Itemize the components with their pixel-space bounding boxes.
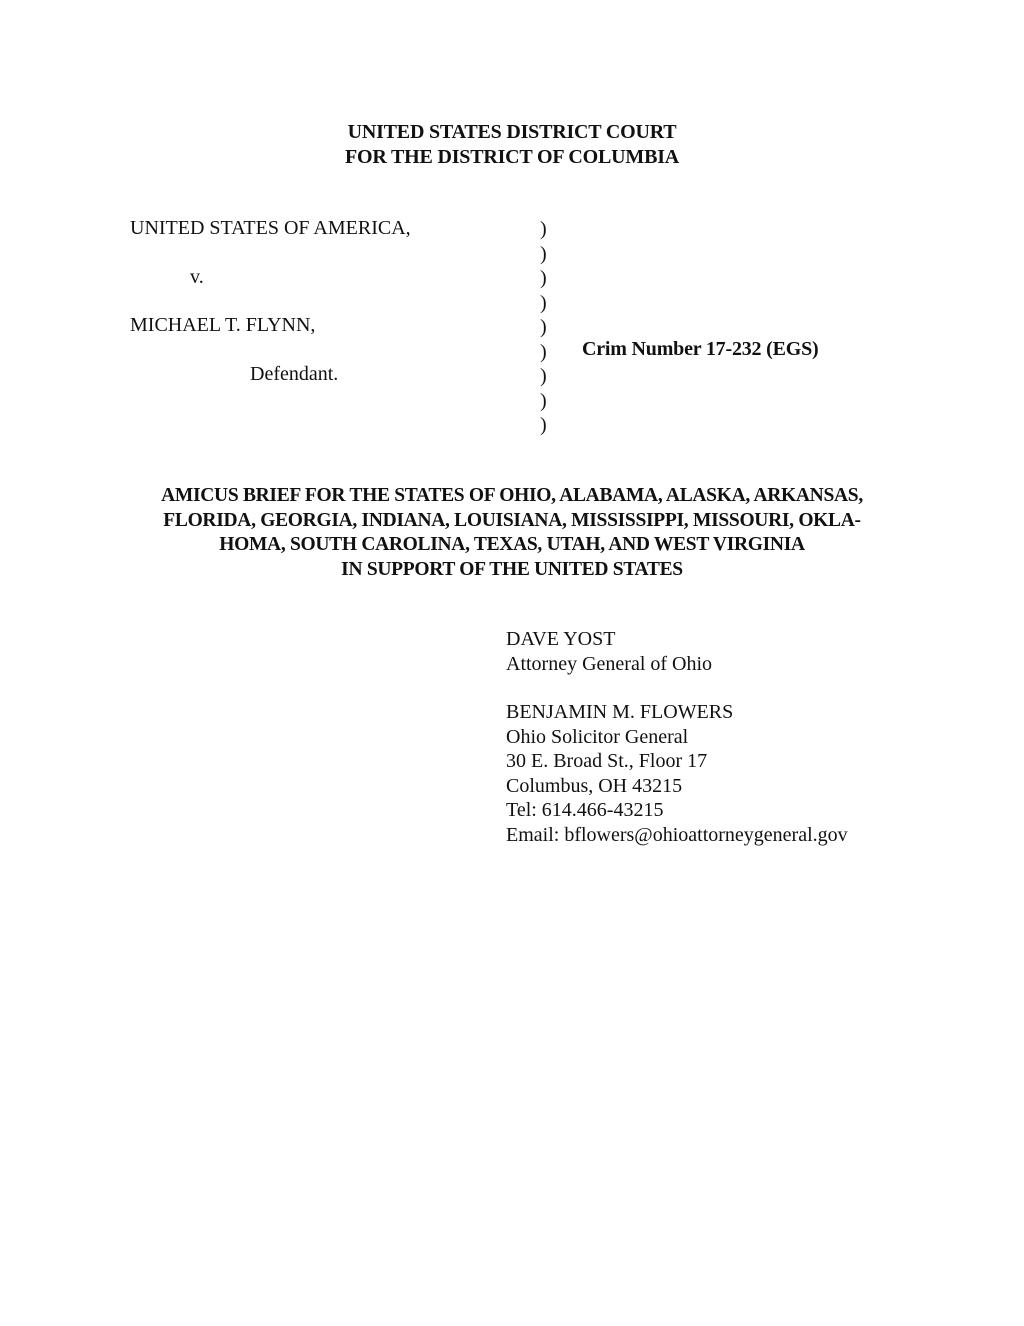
plaintiff-name: UNITED STATES OF AMERICA,: [130, 217, 411, 239]
paren: ): [540, 218, 547, 240]
email: Email: bflowers@ohioattorneygeneral.gov: [506, 823, 848, 846]
paren: ): [540, 340, 547, 363]
solicitor-general-block: [506, 700, 848, 847]
brief-title-line: FLORIDA, GEORGIA, INDIANA, LOUISIANA, MISSISSIPPI, MISSOURI, OKLA-: [163, 509, 861, 531]
caption-parentheses: [540, 217, 547, 438]
attorney-general-block: [506, 627, 848, 676]
paren: ): [540, 365, 547, 387]
paren: ): [540, 267, 547, 289]
case-number: Crim Number 17-232 (EGS): [582, 338, 819, 360]
attorney-general-title: Attorney General of Ohio: [506, 652, 713, 675]
telephone: Tel: 614.466-43215: [506, 799, 664, 821]
court-name: UNITED STATES DISTRICT COURT: [347, 121, 677, 143]
brief-title-line: IN SUPPORT OF THE UNITED STATES: [341, 558, 683, 580]
court-header: [0, 120, 1024, 170]
address-line-1: 30 E. Broad St., Floor 17: [506, 750, 708, 772]
counsel-block: [506, 627, 848, 871]
brief-title-line: HOMA, SOUTH CAROLINA, TEXAS, UTAH, AND WEST VIRGINIA: [219, 534, 805, 555]
brief-title: [0, 484, 1024, 582]
paren: ): [540, 291, 547, 314]
court-district: FOR THE DISTRICT OF COLUMBIA: [344, 146, 680, 168]
paren: ): [540, 242, 547, 265]
paren: ): [540, 414, 547, 436]
paren: ): [540, 389, 547, 412]
solicitor-general-title: Ohio Solicitor General: [506, 725, 689, 748]
defendant-name: MICHAEL T. FLYNN,: [130, 314, 316, 336]
versus-label: v.: [190, 266, 204, 288]
solicitor-general-name: BENJAMIN M. FLOWERS: [506, 701, 734, 723]
address-line-2: Columbus, OH 43215: [506, 774, 683, 797]
attorney-general-name: DAVE YOST: [506, 628, 616, 650]
defendant-role: Defendant.: [250, 363, 339, 385]
brief-title-line: AMICUS BRIEF FOR THE STATES OF OHIO, ALABAMA, ALASKA, ARKANSAS,: [161, 485, 863, 506]
paren: ): [540, 316, 547, 338]
